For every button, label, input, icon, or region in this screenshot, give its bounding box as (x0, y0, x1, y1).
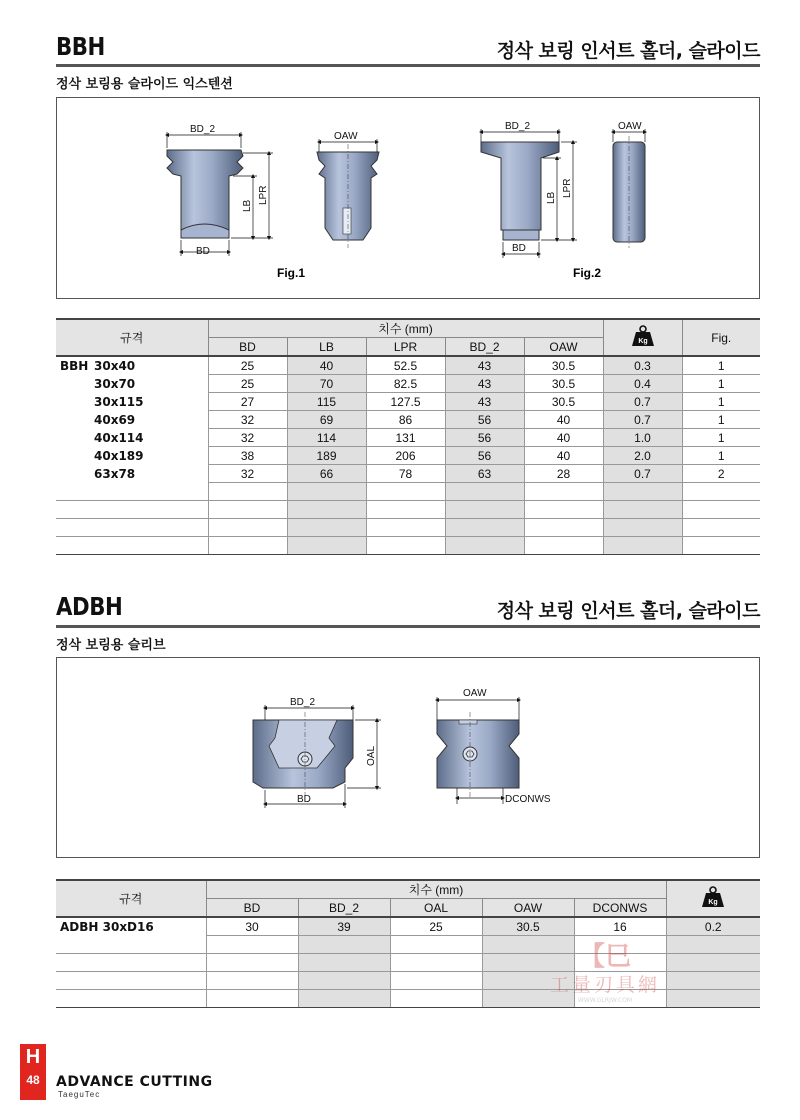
cell-kg: 1.0 (603, 429, 682, 447)
spec-cell (56, 972, 206, 990)
section-subtitle-adbh: 정삭 보링용 슬리브 (56, 638, 166, 653)
spec-size: 30x70 (94, 376, 136, 391)
cell-lpr (366, 537, 445, 555)
cell-bd2 (445, 537, 524, 555)
cell-lb (287, 537, 366, 555)
cell-fig: 1 (682, 429, 760, 447)
cell-kg: 0.4 (603, 375, 682, 393)
spec-cell (56, 954, 206, 972)
table-row (56, 447, 760, 465)
cell-oal (390, 972, 482, 990)
table-row (56, 917, 760, 936)
cell-kg (603, 519, 682, 537)
cell-fig: 1 (682, 375, 760, 393)
cell-kg (666, 954, 760, 972)
cell-lpr (366, 483, 445, 501)
spec-cell (56, 429, 208, 447)
cell-bd (208, 537, 287, 555)
fig2-oaw-label: OAW (618, 121, 642, 132)
cell-bd (208, 501, 287, 519)
cell-lb: 69 (287, 411, 366, 429)
fig2-bd-label: BD (512, 243, 526, 254)
cell-oaw (524, 537, 603, 555)
col-header-oaw: OAW (524, 338, 603, 357)
cell-lpr: 52.5 (366, 356, 445, 375)
fig2-lb-label: LB (546, 191, 557, 204)
spec-cell (56, 537, 208, 555)
header-spec: 규격 (56, 880, 206, 917)
cell-lb: 40 (287, 356, 366, 375)
col-header-oal: OAL (390, 899, 482, 918)
spec-cell (56, 447, 208, 465)
table-row (56, 501, 760, 519)
col-header-lpr: LPR (366, 338, 445, 357)
cell-lpr: 206 (366, 447, 445, 465)
spec-size: 30x40 (94, 358, 136, 373)
cell-lb (287, 501, 366, 519)
cell-lpr: 82.5 (366, 375, 445, 393)
section-divider (56, 64, 760, 67)
header-weight (603, 319, 682, 356)
col-header-oaw: OAW (482, 899, 574, 918)
cell-bd: 27 (208, 393, 287, 411)
cell-oal (390, 954, 482, 972)
cell-bd2 (298, 954, 390, 972)
section-letter: H (25, 1046, 41, 1068)
cell-kg: 0.7 (603, 411, 682, 429)
cell-lb (287, 519, 366, 537)
cell-bd2: 43 (445, 356, 524, 375)
cell-bd (206, 954, 298, 972)
cell-kg (666, 972, 760, 990)
cell-kg (603, 501, 682, 519)
watermark (540, 944, 670, 1004)
adbh-oal-label: OAL (366, 745, 377, 766)
cell-bd (206, 990, 298, 1008)
fig1-lpr-label: LPR (258, 185, 269, 205)
table-row (56, 411, 760, 429)
table-row (56, 429, 760, 447)
cell-bd2: 56 (445, 411, 524, 429)
spec-cell: ADBH 30xD16 (60, 919, 154, 934)
fig1-holder-front-view (317, 144, 379, 248)
cell-bd: 38 (208, 447, 287, 465)
cell-oaw: 30.5 (524, 356, 603, 375)
cell-dconws: 16 (574, 917, 666, 936)
spec-size: 40x114 (94, 430, 144, 445)
cell-kg: 0.7 (603, 393, 682, 411)
cell-oaw: 28 (524, 465, 603, 483)
adbh-bd2-label: BD_2 (290, 697, 316, 708)
cell-kg (666, 936, 760, 954)
bbh-table-body (56, 356, 760, 555)
header-spec: 규격 (56, 319, 208, 356)
fig1-caption: Fig.1 (277, 266, 306, 280)
cell-kg (603, 483, 682, 501)
cell-bd2: 56 (445, 429, 524, 447)
table-row (56, 393, 760, 411)
bbh-spec-table (56, 318, 760, 555)
cell-lb: 66 (287, 465, 366, 483)
col-header-bd: BD (206, 899, 298, 918)
cell-oaw: 30.5 (482, 917, 574, 936)
cell-bd2: 56 (445, 447, 524, 465)
brand-logo (56, 1074, 213, 1099)
cell-bd2 (298, 990, 390, 1008)
cell-fig (682, 519, 760, 537)
fig1-bd-label: BD (196, 246, 210, 257)
cell-oaw (524, 519, 603, 537)
cell-lpr: 127.5 (366, 393, 445, 411)
cell-fig: 2 (682, 465, 760, 483)
bbh-figure-box (56, 97, 760, 299)
cell-fig: 1 (682, 411, 760, 429)
cell-fig: 1 (682, 356, 760, 375)
spec-cell (56, 356, 208, 375)
table-row (56, 356, 760, 375)
section-divider (56, 625, 760, 628)
cell-oal: 25 (390, 917, 482, 936)
cell-lpr: 78 (366, 465, 445, 483)
cell-bd2 (445, 501, 524, 519)
adbh-oaw-label: OAW (463, 688, 487, 699)
spec-cell (56, 393, 208, 411)
weight-kg-label: Kg (708, 899, 718, 906)
cell-oaw (524, 483, 603, 501)
header-fig: Fig. (682, 319, 760, 356)
cell-oal (390, 990, 482, 1008)
fig2-lpr-label: LPR (562, 178, 573, 198)
section-code-bbh: BBH (56, 32, 105, 61)
spec-cell (56, 375, 208, 393)
table-row (56, 483, 760, 501)
cell-fig: 1 (682, 393, 760, 411)
brand-sub: TaeguTec (58, 1090, 101, 1099)
fig1-lb-label: LB (242, 199, 253, 212)
watermark-text: 工量刃具網 (549, 974, 660, 996)
col-header-bd: BD (208, 338, 287, 357)
section-tab (20, 1044, 46, 1100)
spec-cell (56, 519, 208, 537)
cell-oaw: 40 (524, 429, 603, 447)
cell-oal (390, 936, 482, 954)
cell-bd (208, 483, 287, 501)
weight-kg-label: Kg (637, 338, 648, 345)
cell-bd: 32 (208, 465, 287, 483)
fig2-bd2-label: BD_2 (505, 121, 531, 132)
cell-bd: 32 (208, 429, 287, 447)
fig1-holder-side-view (167, 150, 243, 238)
cell-lb (287, 483, 366, 501)
cell-bd2: 39 (298, 917, 390, 936)
cell-kg (666, 990, 760, 1008)
watermark-url: WWW.GLRJW.COM (577, 997, 633, 1004)
spec-cell (56, 501, 208, 519)
adbh-bd-label: BD (297, 794, 311, 805)
section-code-adbh: ADBH (56, 592, 123, 621)
section-title-bbh: 정삭 보링 인서트 홀더, 슬라이드 (496, 40, 760, 62)
cell-kg: 2.0 (603, 447, 682, 465)
spec-prefix: BBH (60, 358, 89, 373)
cell-bd2 (445, 519, 524, 537)
cell-lpr (366, 519, 445, 537)
spec-size: 63x78 (94, 466, 136, 481)
cell-fig (682, 501, 760, 519)
spec-cell (56, 411, 208, 429)
cell-lb: 189 (287, 447, 366, 465)
col-header-bd2: BD_2 (445, 338, 524, 357)
adbh-figure-box (56, 657, 760, 858)
fig2-holder-side-view (481, 142, 559, 240)
header-dimensions: 치수 (mm) (206, 880, 666, 899)
col-header-dconws: DCONWS (574, 899, 666, 918)
spec-size: 40x189 (94, 448, 144, 463)
section-title-adbh: 정삭 보링 인서트 홀더, 슬라이드 (496, 600, 760, 622)
adbh-dconws-label: DCONWS (505, 794, 551, 805)
cell-bd2 (298, 972, 390, 990)
table-row (56, 537, 760, 555)
cell-lb: 114 (287, 429, 366, 447)
cell-fig (682, 483, 760, 501)
col-header-lb: LB (287, 338, 366, 357)
bbh-drawing (57, 98, 759, 298)
adbh-sleeve-side-view (253, 712, 353, 798)
fig2-holder-front-view (613, 136, 645, 248)
cell-kg: 0.2 (666, 917, 760, 936)
section-subtitle-bbh: 정삭 보링용 슬라이드 익스텐션 (56, 77, 233, 92)
cell-oaw: 30.5 (524, 393, 603, 411)
table-row (56, 375, 760, 393)
cell-lpr: 86 (366, 411, 445, 429)
cell-fig (682, 537, 760, 555)
cell-oaw: 40 (524, 447, 603, 465)
fig1-bd2-label: BD_2 (190, 124, 216, 135)
watermark-logo-icon: 【巳 (578, 942, 631, 972)
cell-oaw: 40 (524, 411, 603, 429)
fig1-oaw-label: OAW (334, 131, 358, 142)
spec-cell (56, 936, 206, 954)
header-dimensions: 치수 (mm) (208, 319, 603, 338)
cell-bd (206, 936, 298, 954)
cell-oaw (524, 501, 603, 519)
cell-oaw: 30.5 (524, 375, 603, 393)
cell-lpr: 131 (366, 429, 445, 447)
cell-bd (208, 519, 287, 537)
adbh-drawing (57, 658, 759, 857)
cell-bd: 30 (206, 917, 298, 936)
fig2-caption: Fig.2 (573, 266, 602, 280)
weight-kg-icon (631, 325, 655, 347)
spec-size: 40x69 (94, 412, 136, 427)
weight-kg-icon (701, 886, 725, 908)
cell-lb: 70 (287, 375, 366, 393)
adbh-sleeve-front-view (437, 712, 519, 798)
cell-kg (603, 537, 682, 555)
cell-fig: 1 (682, 447, 760, 465)
cell-bd (206, 972, 298, 990)
cell-kg: 0.3 (603, 356, 682, 375)
spec-size: 30x115 (94, 394, 144, 409)
cell-bd: 25 (208, 375, 287, 393)
cell-lb: 115 (287, 393, 366, 411)
header-weight (666, 880, 760, 917)
cell-bd2 (298, 936, 390, 954)
page-number: 48 (26, 1073, 40, 1087)
spec-cell (56, 990, 206, 1008)
cell-bd2: 63 (445, 465, 524, 483)
spec-cell (56, 465, 208, 483)
table-row (56, 465, 760, 483)
spec-cell (56, 483, 208, 501)
cell-bd2: 43 (445, 393, 524, 411)
col-header-bd2: BD_2 (298, 899, 390, 918)
brand-name: ADVANCE CUTTING (56, 1074, 213, 1090)
cell-bd2 (445, 483, 524, 501)
cell-bd: 32 (208, 411, 287, 429)
cell-bd2: 43 (445, 375, 524, 393)
cell-kg: 0.7 (603, 465, 682, 483)
cell-bd: 25 (208, 356, 287, 375)
table-row (56, 519, 760, 537)
cell-lpr (366, 501, 445, 519)
